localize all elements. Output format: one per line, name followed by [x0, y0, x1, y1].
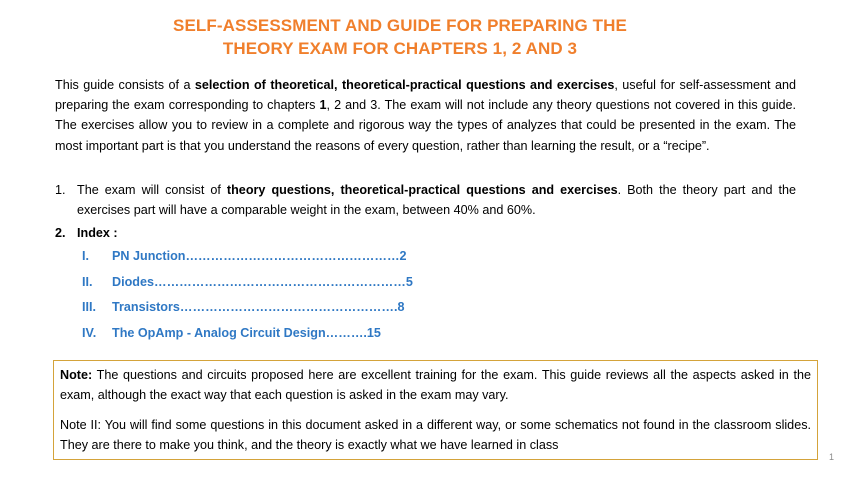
toc-link[interactable]: Transistors…………………………………………….8	[112, 300, 405, 314]
page-title	[0, 14, 800, 60]
note-paragraph-2: Note II: You will find some questions in this document asked in a different way, or some schematics not found in the classroom slides. They are there to make you think, and the theory is exactly what we have learned in class	[60, 418, 811, 452]
intro-bold: selection of theoretical, theoretical-practical questions and exercises	[194, 78, 615, 92]
toc-numeral: III.	[82, 300, 96, 314]
index-label: Index :	[77, 226, 118, 240]
percent-value: 60%	[506, 203, 533, 218]
toc-numeral: II.	[82, 274, 93, 289]
title-line-1: SELF-ASSESSMENT AND GUIDE FOR PREPARING THE	[173, 16, 627, 35]
toc-numeral: IV.	[82, 325, 97, 340]
note-text: The questions and circuits proposed here are excellent training for the exam. This guide reviews all the aspects asked in the exam, although the exact way that each question is asked in the exam may vary.	[60, 368, 811, 402]
toc-item-pn-junction[interactable]	[82, 244, 422, 270]
list-item-1	[55, 180, 796, 220]
item-text: The exam will consist of	[77, 183, 227, 197]
intro-chapter: 1	[319, 98, 327, 113]
item-text: and	[478, 203, 507, 218]
note-label: Note:	[60, 368, 93, 382]
page-number: 1	[829, 452, 835, 462]
intro-text: , useful for self-assessment and preparing the exam corresponding to chapters	[55, 78, 796, 113]
note-box	[53, 360, 818, 460]
intro-chapter: 2	[334, 98, 342, 113]
intro-chapter: 3	[370, 98, 378, 113]
toc-item-opamp[interactable]	[82, 321, 422, 347]
intro-paragraph	[55, 75, 796, 156]
list-item-text	[77, 180, 796, 220]
title-line-2: THEORY EXAM FOR CHAPTERS 1, 2 AND 3	[222, 39, 578, 58]
toc-item-diodes[interactable]	[82, 270, 422, 296]
intro-text: . The exam will not include any theory questions not covered in this guide. The exercises allow you to review in a complete and rigorous way the types of analyzes that could be presented in the exam. The most important part is that you understand the reasons of every question, rather than learning the result, or a “recipe”.	[55, 98, 796, 153]
note-paragraph-1	[60, 365, 811, 405]
percent-value: 40%	[453, 203, 479, 218]
item-bold: theory questions, theoretical-practical questions and exercises	[226, 183, 618, 197]
toc-link[interactable]: Diodes……………………………………………………5	[112, 274, 413, 289]
list-number: 1.	[55, 183, 66, 197]
toc-numeral: I.	[82, 249, 89, 263]
intro-text: ,	[326, 98, 335, 113]
toc-item-transistors[interactable]	[82, 295, 422, 321]
item-text: . Both the theory part and the exercises part will have a comparable weight in the exam, between	[77, 183, 796, 218]
item-text: .	[532, 203, 536, 218]
toc-link[interactable]: The OpAmp - Analog Circuit Design……….15	[112, 325, 381, 340]
toc-link[interactable]: PN Junction……………………………………………2	[112, 249, 407, 263]
list-item-2	[55, 223, 455, 243]
intro-text: and	[341, 98, 371, 113]
table-of-contents	[82, 244, 422, 346]
list-number: 2.	[55, 226, 66, 240]
intro-text: This guide consists of a	[55, 78, 195, 92]
